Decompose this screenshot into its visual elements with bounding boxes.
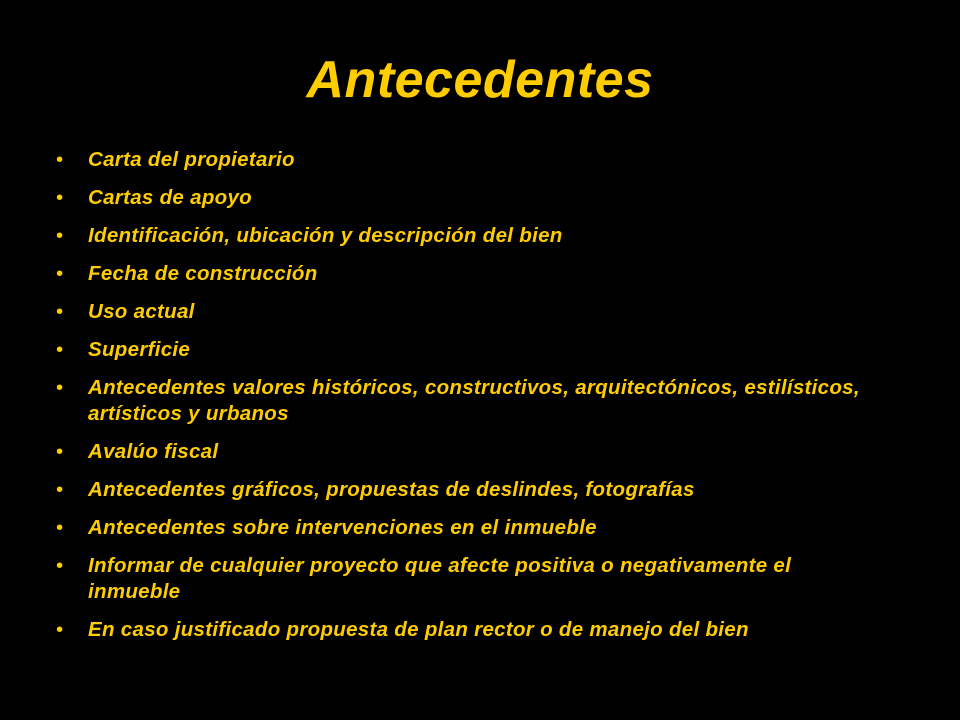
bullet-item — [52, 299, 882, 325]
bullet-item — [52, 337, 882, 363]
bullet-icon: • — [56, 300, 64, 323]
bullet-text: Carta del propietario — [88, 148, 295, 171]
slide-title: Antecedentes — [306, 51, 654, 109]
bullet-icon: • — [56, 186, 64, 209]
bullet-icon: • — [56, 516, 64, 539]
bullet-text: Antecedentes gráficos, propuestas de deslindes, fotografías — [88, 478, 695, 501]
bullet-item — [52, 553, 882, 605]
bullet-item — [52, 375, 882, 427]
bullet-text: Antecedentes valores históricos, constructivos, arquitectónicos, estilísticos, artísticos y urbanos — [88, 376, 860, 425]
bullet-text: Uso actual — [88, 300, 195, 323]
bullet-text: Antecedentes sobre intervenciones en el inmueble — [88, 516, 597, 539]
bullet-text: En caso justificado propuesta de plan rector o de manejo del bien — [88, 618, 749, 641]
bullet-icon: • — [56, 262, 64, 285]
bullet-icon: • — [56, 376, 64, 399]
bullet-icon: • — [56, 338, 64, 361]
bullet-icon: • — [56, 440, 64, 463]
bullet-item — [52, 185, 882, 211]
bullet-text: Avalúo fiscal — [88, 440, 219, 463]
bullet-item — [52, 223, 882, 249]
bullet-icon: • — [56, 554, 64, 577]
bullet-item — [52, 617, 882, 643]
bullet-item — [52, 147, 882, 173]
bullet-item — [52, 261, 882, 287]
bullet-icon: • — [56, 148, 64, 171]
bullet-item — [52, 439, 882, 465]
bullet-item — [52, 515, 882, 541]
bullet-icon: • — [56, 224, 64, 247]
bullet-icon: • — [56, 618, 64, 641]
bullet-list — [52, 147, 882, 655]
bullet-text: Fecha de construcción — [88, 262, 318, 285]
bullet-icon: • — [56, 478, 64, 501]
bullet-item — [52, 477, 882, 503]
bullet-text: Informar de cualquier proyecto que afecte positiva o negativamente el inmueble — [88, 554, 792, 603]
bullet-text: Superficie — [88, 338, 191, 361]
bullet-text: Identificación, ubicación y descripción del bien — [88, 224, 563, 247]
bullet-text: Cartas de apoyo — [88, 186, 252, 209]
